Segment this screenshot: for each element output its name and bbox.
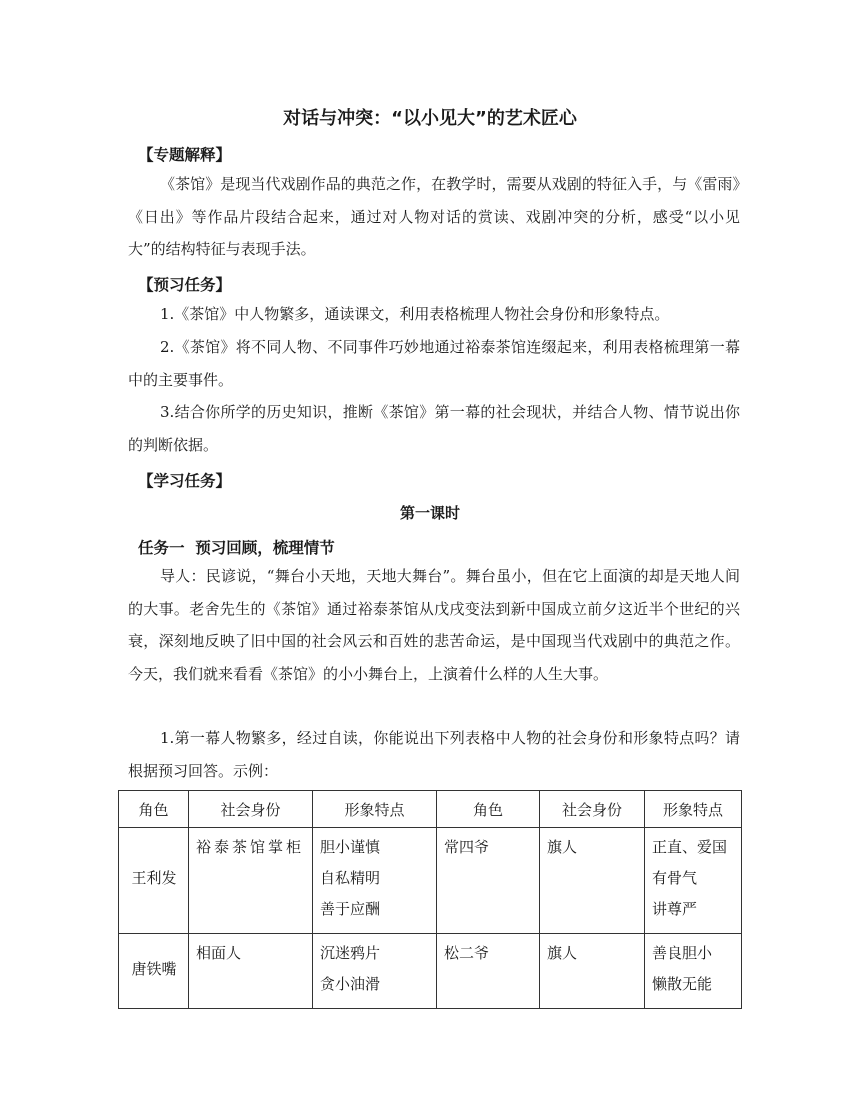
role-cell: 唐铁嘴 bbox=[119, 934, 189, 1009]
explanation-paragraph: 《茶馆》是现当代戏剧作品的典范之作，在教学时，需要从戏剧的特征入手，与《雷雨》《日出》等作品片段结合起来，通过对人物对话的赏读、戏剧冲突的分析，感受“以小见大”的结构特征与表现手法。 bbox=[128, 175, 740, 258]
trait-item: 善良胆小 bbox=[652, 944, 713, 962]
preview-item-3: 3.结合你所学的历史知识，推断《茶馆》第一幕的社会现状，并结合人物、情节说出你的判断依据。 bbox=[128, 403, 740, 454]
traits-cell-2 bbox=[645, 934, 742, 1009]
identity-cell-2: 旗人 bbox=[540, 828, 645, 934]
identity-cell: 裕泰茶馆掌柜 bbox=[189, 828, 313, 934]
question-paragraph: 1.第一幕人物繁多，经过自读，你能说出下列表格中人物的社会身份和形象特点吗？请根据预习回答。示例： bbox=[128, 729, 740, 780]
role-cell-2: 松二爷 bbox=[437, 934, 540, 1009]
trait-item: 正直、爱国 bbox=[652, 838, 728, 856]
traits-cell-2 bbox=[645, 828, 742, 934]
trait-item: 贪小油滑 bbox=[320, 975, 381, 993]
study-heading: 【学习任务】 bbox=[138, 472, 232, 490]
preview-heading: 【预习任务】 bbox=[138, 276, 232, 294]
identity-cell: 相面人 bbox=[189, 934, 313, 1009]
identity-cell-2: 旗人 bbox=[540, 934, 645, 1009]
trait-item: 自私精明 bbox=[320, 869, 381, 887]
header-role-2: 角色 bbox=[437, 791, 540, 828]
traits-cell bbox=[313, 828, 437, 934]
header-identity: 社会身份 bbox=[189, 791, 313, 828]
role-cell-2: 常四爷 bbox=[437, 828, 540, 934]
trait-item: 沉迷鸦片 bbox=[320, 944, 381, 962]
table-row bbox=[119, 934, 742, 1009]
trait-item: 讲尊严 bbox=[652, 900, 698, 918]
task1-heading: 任务一 预习回顾，梳理情节 bbox=[138, 539, 335, 557]
header-traits-2: 形象特点 bbox=[645, 791, 742, 828]
trait-item: 胆小谨慎 bbox=[320, 838, 381, 856]
intro-paragraph: 导人：民谚说，“舞台小天地，天地大舞台”。舞台虽小，但在它上面演的却是天地人间的大事。老舍先生的《茶馆》通过裕泰茶馆从戊戌变法到新中国成立前夕这近半个世纪的兴衰，深刻地反映了旧中国的社会风云和百姓的悲苦命运，是中国现当代戏剧中的典范之作。今天，我们就来看看《茶馆》的小小舞台上，上演着什么样的人生大事。 bbox=[128, 567, 740, 683]
table-header-row bbox=[119, 791, 742, 828]
lesson-title: 第一课时 bbox=[399, 504, 460, 522]
table-row bbox=[119, 828, 742, 934]
preview-item-2: 2.《茶馆》将不同人物、不同事件巧妙地通过裕泰茶馆连缀起来，利用表格梳理第一幕中的主要事件。 bbox=[128, 338, 740, 389]
character-table bbox=[118, 790, 742, 1009]
preview-item-1: 1.《茶馆》中人物繁多，通读课文，利用表格梳理人物社会身份和形象特点。 bbox=[160, 305, 670, 323]
header-traits: 形象特点 bbox=[313, 791, 437, 828]
explanation-heading: 【专题解释】 bbox=[138, 146, 232, 164]
trait-item: 善于应酬 bbox=[320, 900, 381, 918]
trait-item: 懒散无能 bbox=[652, 975, 713, 993]
header-identity-2: 社会身份 bbox=[540, 791, 645, 828]
trait-item: 有骨气 bbox=[652, 869, 698, 887]
role-cell: 王利发 bbox=[119, 828, 189, 934]
header-role: 角色 bbox=[119, 791, 189, 828]
page-title: 对话与冲突：“以小见大”的艺术匠心 bbox=[283, 108, 577, 129]
traits-cell bbox=[313, 934, 437, 1009]
